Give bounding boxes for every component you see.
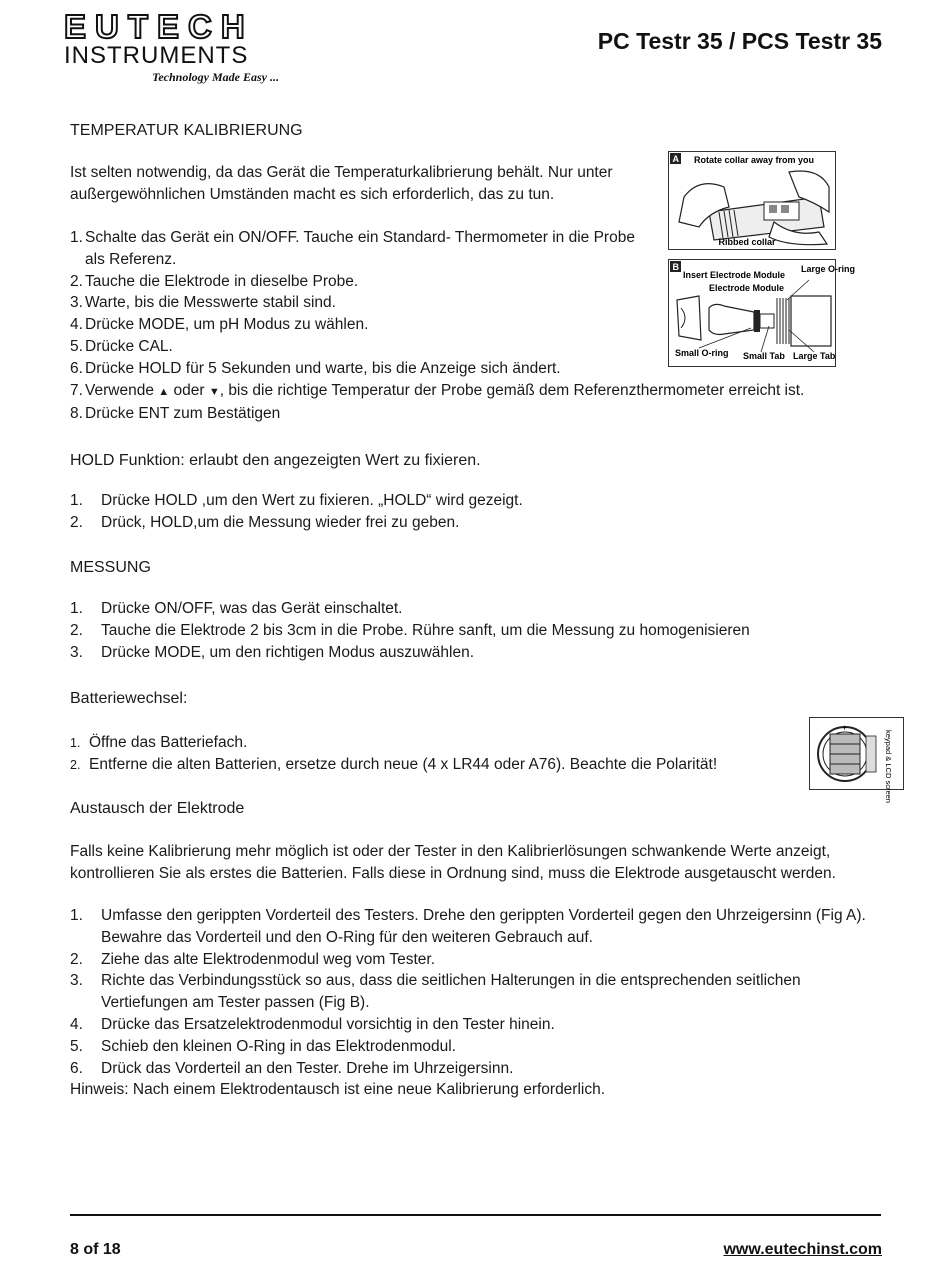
svg-text:Small Tab: Small Tab xyxy=(743,351,785,361)
list-item: 3. Richte das Verbindungsstück so aus, dass die seitlichen Halterungen in die entsprechenden seitlichen Vertiefungen am Tester passen (Fig B). xyxy=(70,972,801,1012)
electrode-intro: Falls keine Kalibrierung mehr möglich ist oder der Tester in den Kalibrierlösungen schwankende Werte anzeigt, kontrollieren Sie als erstes die Batterien. Falls diese in Ordnung sind, muss die Elektrode ausgetauscht werden. xyxy=(70,843,836,882)
svg-text:Insert Electrode Module: Insert Electrode Module xyxy=(683,270,786,280)
battery-steps xyxy=(70,732,790,776)
temp-calibration-intro: Ist selten notwendig, da das Gerät die Temperaturkalibrierung behält. Nur unter außergewöhnlichen Umständen macht es sich erforderlich, das zu tun. xyxy=(70,164,613,203)
svg-text:B: B xyxy=(672,262,679,272)
svg-text:+: + xyxy=(842,723,848,733)
list-item: 2. Tauche die Elektrode 2 bis 3cm in die Probe. Rühre sanft, um die Messung zu homogenisieren xyxy=(70,621,750,639)
list-item: 1. Umfasse den gerippten Vorderteil des Testers. Drehe den gerippten Vorderteil gegen den Uhrzeigersinn (Fig A). Bewahre das Vorderteil und den O-Ring für den weiteren Gebrauch auf. xyxy=(70,907,866,946)
list-item: 6. Drücke HOLD für 5 Sekunden und warte, bis die Anzeige sich ändert. xyxy=(70,359,561,377)
electrode-heading: Austausch der Elektrode xyxy=(70,800,245,817)
list-item: 8. Drücke ENT zum Bestätigen xyxy=(70,405,281,423)
list-item: 2. Entferne die alten Batterien, ersetze durch neue (4 x LR44 oder A76). Beachte die Polarität! xyxy=(70,755,718,773)
svg-text:Large O-ring: Large O-ring xyxy=(801,264,856,274)
figure-a-rotate-collar xyxy=(668,151,836,250)
svg-text:Electrode Module: Electrode Module xyxy=(709,283,785,293)
list-item: 1. Öffne das Batteriefach. xyxy=(70,734,248,751)
hold-steps xyxy=(70,490,870,534)
list-item: 5. Drücke CAL. xyxy=(70,337,173,355)
list-item: 2. Tauche die Elektrode in dieselbe Probe. xyxy=(70,272,359,290)
down-arrow-icon: ▼ xyxy=(208,385,220,398)
list-item: 1. Drücke ON/OFF, was das Gerät einschaltet. xyxy=(70,600,403,617)
svg-text:Ribbed collar: Ribbed collar xyxy=(718,237,776,247)
list-item: 1. Drücke HOLD ,um den Wert zu fixieren. „HOLD“ wird gezeigt. xyxy=(70,492,523,509)
battery-compartment-drawing xyxy=(810,718,903,803)
list-item: 1. Schalte das Gerät ein ON/OFF. Tauche ein Standard- Thermometer in die Probe als Referenz. xyxy=(70,229,635,268)
document-title: PC Testr 35 / PCS Testr 35 xyxy=(597,28,882,54)
electrode-note: Hinweis: Nach einem Elektrodentausch ist eine neue Kalibrierung erforderlich. xyxy=(70,1081,606,1098)
list-item: 2. Drück, HOLD,um die Messung wieder frei zu geben. xyxy=(70,513,460,531)
svg-text:Large Tab: Large Tab xyxy=(793,351,836,361)
logo-tagline: Technology Made Easy ... xyxy=(152,70,279,84)
measurement-heading: MESSUNG xyxy=(70,559,151,576)
svg-text:Rotate collar away from you: Rotate collar away from you xyxy=(693,155,815,165)
svg-text:keypad & LCD screen: keypad & LCD screen xyxy=(884,730,893,803)
temp-calibration-heading: TEMPERATUR KALIBRIERUNG xyxy=(70,122,303,139)
figure-a-drawing xyxy=(669,152,835,249)
hold-heading: HOLD Funktion: erlaubt den angezeigten Wert zu fixieren. xyxy=(70,452,481,469)
measurement-steps xyxy=(70,598,870,663)
list-item: 4. Drücke das Ersatzelektrodenmodul vorsichtig in den Tester hinein. xyxy=(70,1015,555,1033)
battery-figure xyxy=(809,717,904,803)
logo-eutech-text: EUTECH xyxy=(64,8,254,45)
list-item: 6. Drück das Vorderteil an den Tester. Drehe im Uhrzeigersinn. xyxy=(70,1059,514,1077)
website-link[interactable]: www.eutechinst.com xyxy=(723,1241,882,1258)
electrode-steps xyxy=(70,905,882,1079)
list-item: 5. Schieb den kleinen O-Ring in das Elektrodenmodul. xyxy=(70,1037,456,1055)
figure-b-insert-module xyxy=(668,259,856,367)
figure-b-drawing xyxy=(669,260,856,366)
battery-heading: Batteriewechsel: xyxy=(70,690,188,707)
up-arrow-icon: ▲ xyxy=(158,385,170,398)
svg-text:A: A xyxy=(672,154,679,164)
footer-divider xyxy=(70,1214,881,1216)
list-item: 3. Drücke MODE, um den richtigen Modus auszuwählen. xyxy=(70,643,475,661)
logo-instruments-text: INSTRUMENTS xyxy=(64,42,249,69)
list-item: 2. Ziehe das alte Elektrodenmodul weg vom Tester. xyxy=(70,950,436,968)
list-item: 7. Verwende ▲ oder ▼, bis die richtige Temperatur der Probe gemäß dem Referenzthermometer erreicht ist. xyxy=(70,381,805,399)
page-number: 8 of 18 xyxy=(70,1241,121,1258)
svg-text:Small O-ring: Small O-ring xyxy=(675,348,729,358)
list-item: 3. Warte, bis die Messwerte stabil sind. xyxy=(70,294,336,312)
eutech-logo xyxy=(64,8,279,85)
list-item: 4. Drücke MODE, um pH Modus zu wählen. xyxy=(70,316,369,334)
